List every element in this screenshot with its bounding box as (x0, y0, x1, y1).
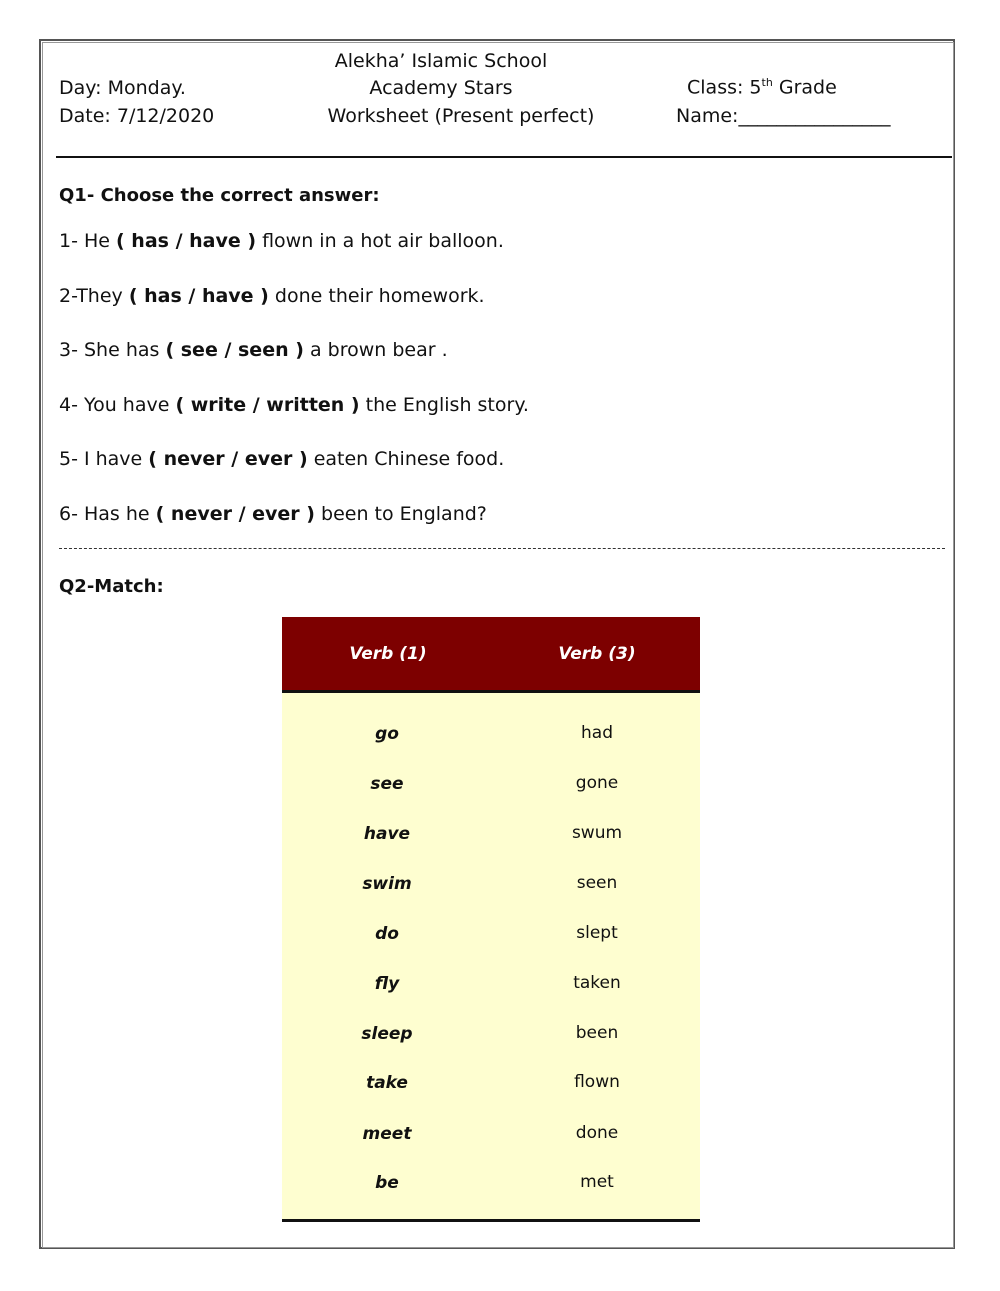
match-table (282, 617, 700, 1222)
q1-item: 3- She has ( see / seen ) a brown bear . (59, 339, 448, 361)
worksheet-title: Worksheet (Present perfect) (327, 105, 595, 127)
verb1-cell: go (375, 724, 399, 744)
verb1-cell: meet (362, 1124, 412, 1144)
verb1-cell: sleep (361, 1024, 413, 1044)
name-field: Name:________________ (676, 105, 891, 127)
verb3-cell: slept (576, 923, 618, 943)
q1-title: Q1- Choose the correct answer: (59, 185, 380, 206)
q1-item: 6- Has he ( never / ever ) been to England? (59, 503, 487, 525)
day-label: Day: Monday. (59, 77, 186, 99)
school-name: Alekha’ Islamic School (334, 50, 548, 72)
date-label: Date: 7/12/2020 (59, 105, 215, 127)
verb3-cell: been (575, 1023, 619, 1043)
verb3-cell: met (580, 1172, 614, 1192)
section-divider (59, 548, 945, 549)
verb1-cell: have (363, 824, 411, 844)
col-header-verb3: Verb (3) (558, 644, 636, 664)
verb1-cell: swim (362, 874, 412, 894)
col-header-verb1: Verb (1) (349, 644, 427, 664)
verb3-cell: had (581, 723, 613, 743)
header-divider (56, 156, 952, 158)
q2-title: Q2-Match: (59, 576, 164, 597)
verb1-cell: be (375, 1173, 399, 1193)
verb1-cell: see (370, 774, 404, 794)
q1-item: 5- I have ( never / ever ) eaten Chinese food. (59, 448, 505, 470)
verb3-cell: done (575, 1123, 619, 1143)
class-label: Class: 5th Grade (687, 76, 837, 99)
verb3-cell: flown (574, 1072, 620, 1092)
verb1-cell: fly (374, 974, 400, 994)
program-name: Academy Stars (369, 77, 513, 99)
verb3-cell: taken (573, 973, 621, 993)
table-bottom-rule (282, 1219, 700, 1222)
verb1-cell: do (375, 924, 399, 944)
verb3-cell: gone (575, 773, 619, 793)
q1-item: 2-They ( has / have ) done their homework. (59, 285, 485, 307)
table-header (282, 617, 700, 693)
verb1-cell: take (366, 1073, 408, 1093)
q1-item: 1- He ( has / have ) flown in a hot air balloon. (59, 230, 504, 252)
verb3-cell: seen (576, 873, 618, 893)
verb3-cell: swum (571, 823, 623, 843)
q1-item: 4- You have ( write / written ) the English story. (59, 394, 529, 416)
